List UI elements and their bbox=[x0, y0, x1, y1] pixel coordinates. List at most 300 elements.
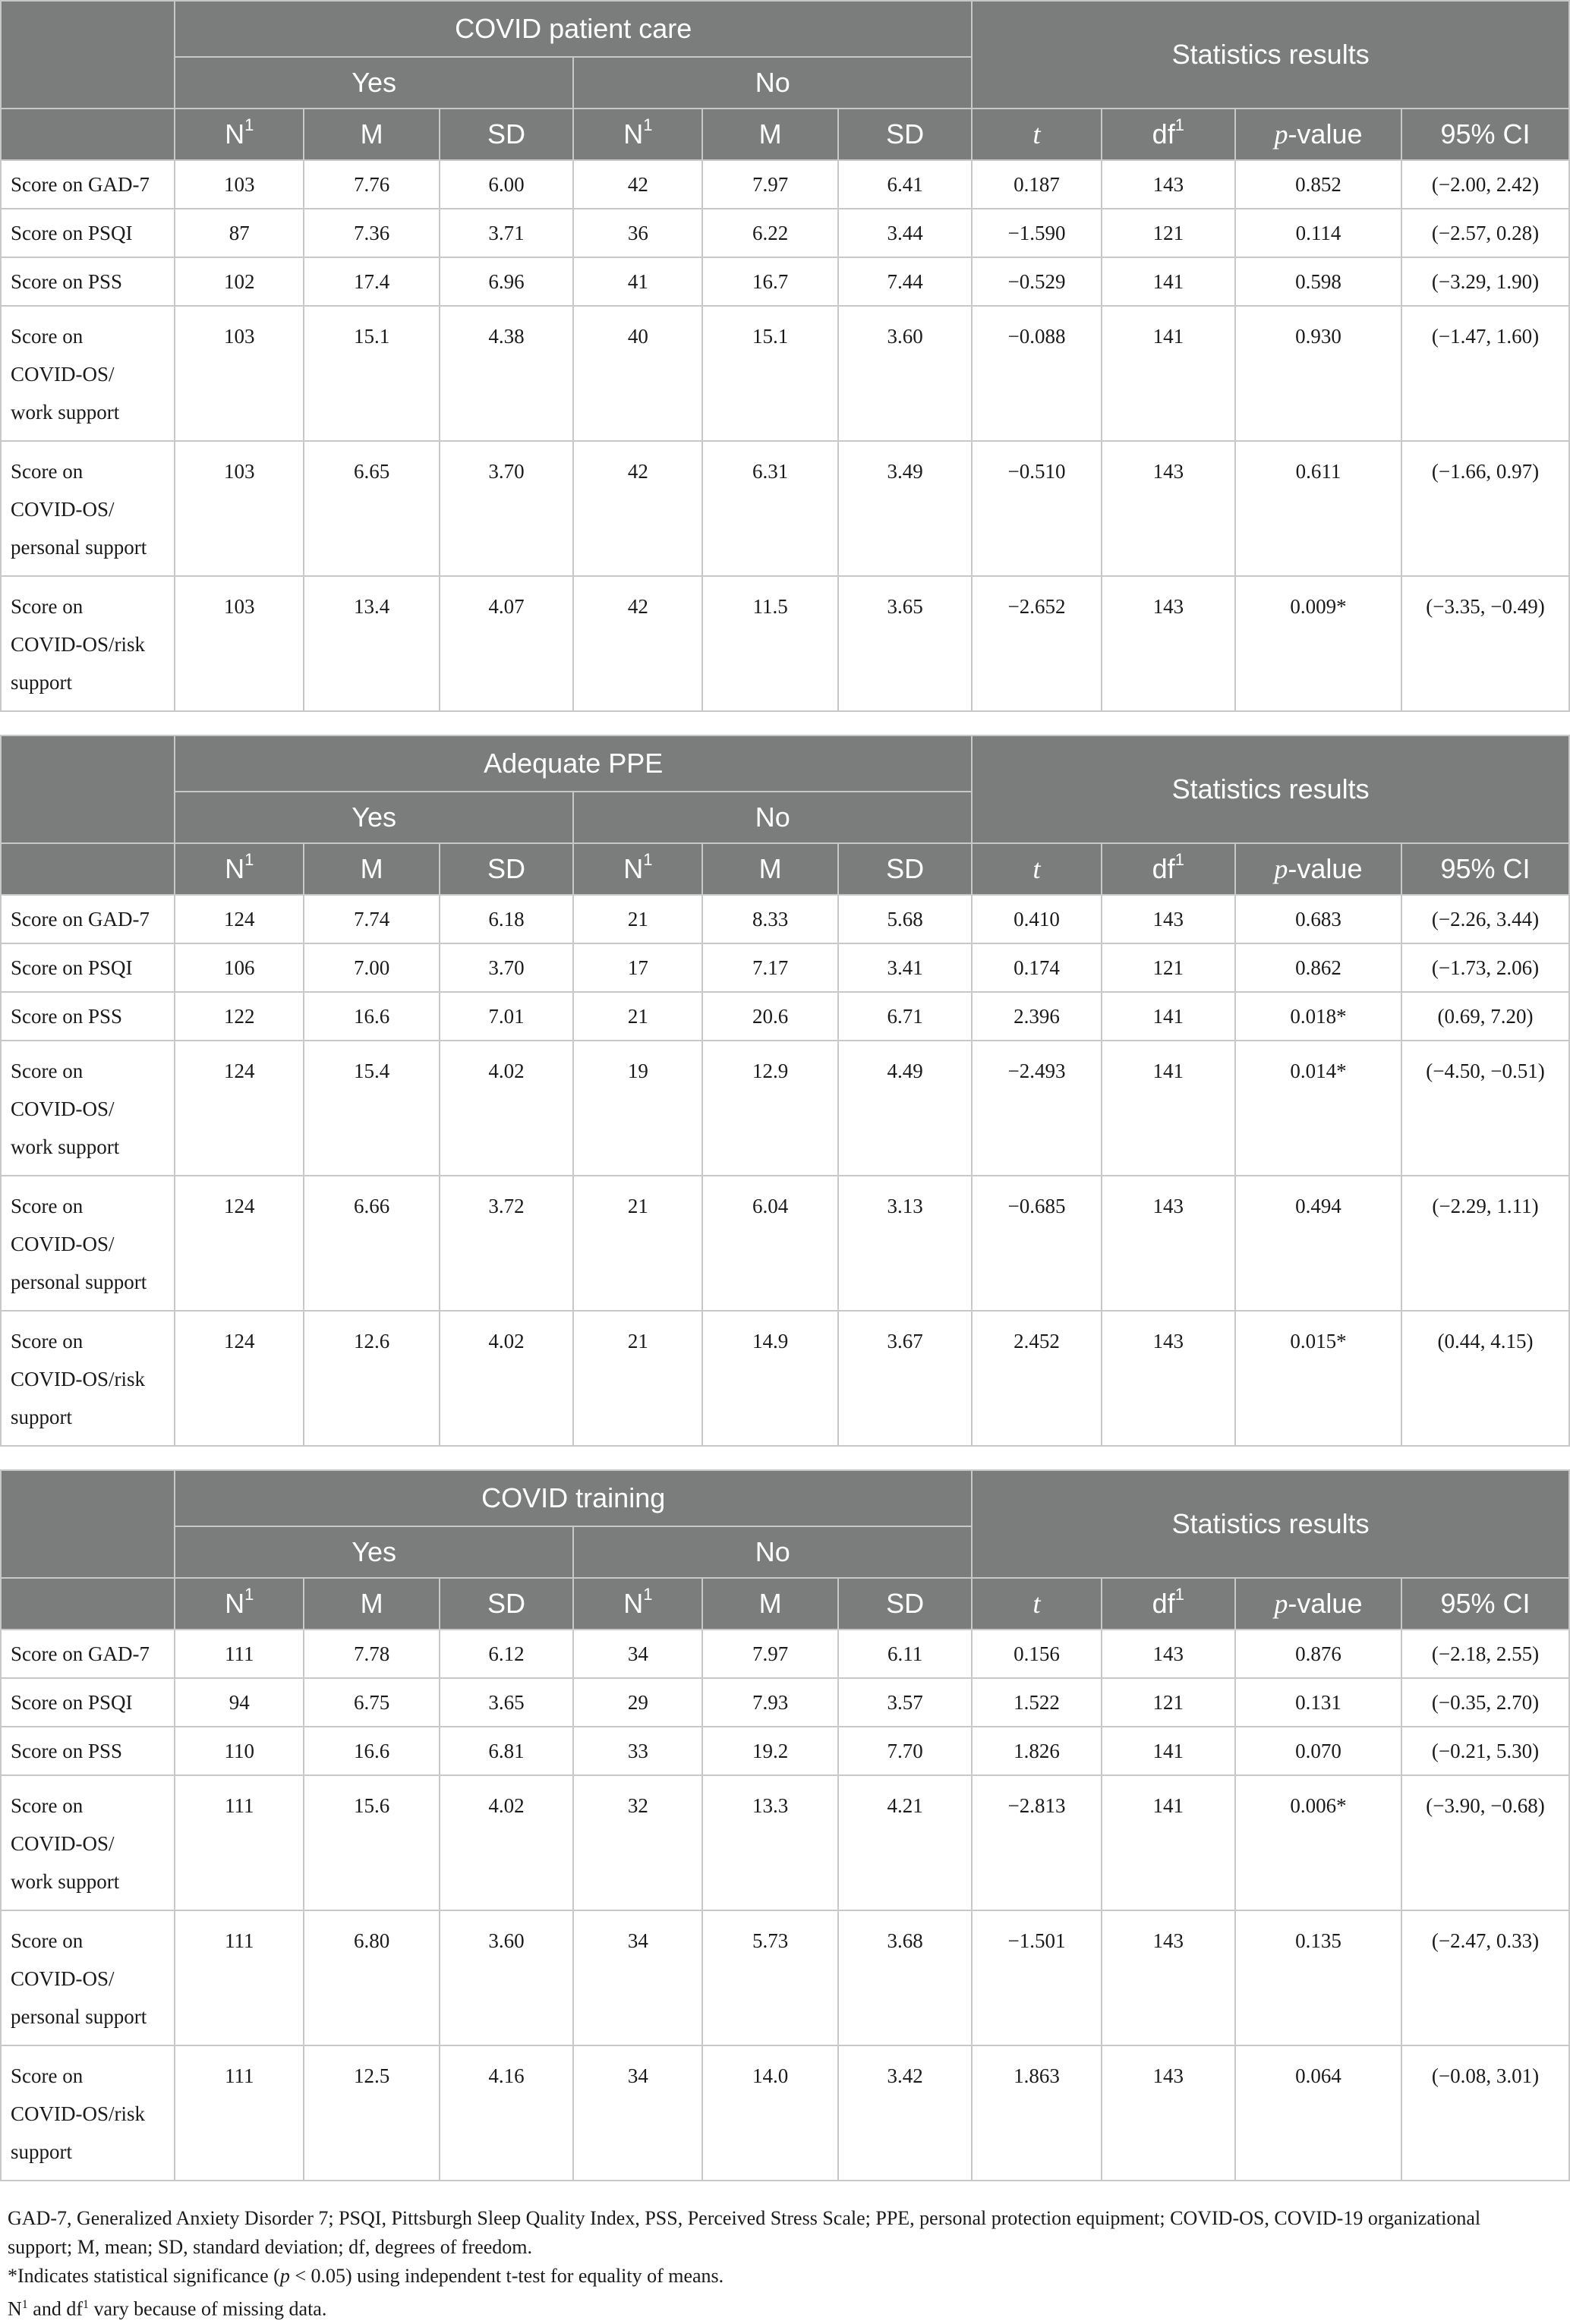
cell-ci: (−0.21, 5.30) bbox=[1401, 1727, 1569, 1775]
cell-no-m: 7.97 bbox=[702, 1630, 837, 1678]
group-title: COVID training bbox=[175, 1470, 972, 1526]
row-label-line: Score on PSS bbox=[11, 1740, 123, 1762]
header-blank bbox=[1, 735, 175, 843]
cell-df: 143 bbox=[1102, 1630, 1235, 1678]
superscript: 1 bbox=[643, 115, 653, 134]
cell-yes-m: 13.4 bbox=[304, 576, 439, 711]
col-header-sd bbox=[440, 1578, 573, 1630]
cell-t: 0.187 bbox=[972, 160, 1101, 209]
cell-no-n: 36 bbox=[573, 209, 702, 257]
col-header-n bbox=[573, 109, 702, 160]
superscript: 1 bbox=[643, 1585, 653, 1604]
cell-t: −1.501 bbox=[972, 1910, 1101, 2045]
cell-no-n: 17 bbox=[573, 943, 702, 992]
row-label-line: Score on bbox=[11, 2064, 84, 2087]
cell-no-sd: 7.70 bbox=[838, 1727, 972, 1775]
cell-p: 0.006* bbox=[1235, 1775, 1401, 1910]
cell-t: −2.652 bbox=[972, 576, 1101, 711]
row-label bbox=[1, 441, 175, 576]
col-header-sd bbox=[838, 843, 972, 895]
row-label-line: Score on PSS bbox=[11, 1005, 123, 1028]
col-header-text: SD bbox=[487, 853, 525, 884]
footnote-text: GAD-7, Generalized Anxiety Disorder 7; PSQI, Pittsburgh Sleep Quality Index, PSS, Perceived Stress Scale; PPE, personal protection equipment; COVID-OS, COVID-19 organizational bbox=[8, 2207, 1481, 2229]
header-blank bbox=[1, 1470, 175, 1578]
cell-yes-m: 12.6 bbox=[304, 1311, 439, 1446]
cell-no-n: 42 bbox=[573, 576, 702, 711]
col-header-text: N bbox=[623, 118, 644, 150]
cell-df: 121 bbox=[1102, 943, 1235, 992]
row-label-line: Score on bbox=[11, 460, 84, 483]
cell-yes-n: 124 bbox=[175, 895, 304, 943]
cell-df: 143 bbox=[1102, 2045, 1235, 2181]
cell-yes-n: 124 bbox=[175, 1041, 304, 1176]
col-header-text: -value bbox=[1288, 853, 1363, 884]
cell-yes-n: 111 bbox=[175, 2045, 304, 2181]
col-header-m bbox=[702, 109, 837, 160]
no-header: No bbox=[573, 1526, 972, 1578]
cell-ci: (−2.47, 0.33) bbox=[1401, 1910, 1569, 2045]
cell-yes-n: 103 bbox=[175, 160, 304, 209]
cell-df: 141 bbox=[1102, 1775, 1235, 1910]
row-label-line: COVID-OS/ bbox=[11, 1233, 115, 1255]
cell-t: 0.410 bbox=[972, 895, 1101, 943]
superscript: 1 bbox=[1174, 1585, 1184, 1604]
cell-df: 141 bbox=[1102, 1727, 1235, 1775]
col-header-text: p bbox=[1274, 854, 1288, 884]
cell-df: 143 bbox=[1102, 1176, 1235, 1311]
cell-yes-m: 6.65 bbox=[304, 441, 439, 576]
row-label bbox=[1, 1311, 175, 1446]
row-label-line: COVID-OS/ bbox=[11, 1097, 115, 1120]
table-row bbox=[1, 1775, 1569, 1910]
row-label-line: Score on GAD-7 bbox=[11, 908, 150, 931]
cell-t: 1.826 bbox=[972, 1727, 1101, 1775]
col-header-ci: 95% CI bbox=[1401, 1578, 1569, 1630]
cell-ci: (−2.26, 3.44) bbox=[1401, 895, 1569, 943]
cell-p: 0.598 bbox=[1235, 257, 1401, 306]
row-label-line: Score on bbox=[11, 1794, 84, 1817]
col-header-text: N bbox=[623, 1588, 644, 1619]
col-header-text: M bbox=[360, 853, 383, 884]
cell-ci: (−2.18, 2.55) bbox=[1401, 1630, 1569, 1678]
cell-yes-sd: 3.70 bbox=[440, 943, 573, 992]
table-row bbox=[1, 257, 1569, 306]
table-row bbox=[1, 1910, 1569, 2045]
cell-p: 0.135 bbox=[1235, 1910, 1401, 2045]
cell-no-sd: 4.21 bbox=[838, 1775, 972, 1910]
cell-df: 141 bbox=[1102, 1041, 1235, 1176]
cell-yes-sd: 4.07 bbox=[440, 576, 573, 711]
cell-no-n: 29 bbox=[573, 1678, 702, 1727]
cell-no-n: 42 bbox=[573, 441, 702, 576]
table-row bbox=[1, 1311, 1569, 1446]
row-label-line: work support bbox=[11, 401, 120, 424]
table-row bbox=[1, 306, 1569, 441]
cell-p: 0.009* bbox=[1235, 576, 1401, 711]
cell-p: 0.611 bbox=[1235, 441, 1401, 576]
superscript: 1 bbox=[82, 2298, 89, 2311]
col-header-t bbox=[972, 843, 1101, 895]
cell-yes-m: 7.78 bbox=[304, 1630, 439, 1678]
row-label bbox=[1, 1910, 175, 2045]
table-row bbox=[1, 441, 1569, 576]
cell-df: 141 bbox=[1102, 257, 1235, 306]
header-blank bbox=[1, 843, 175, 895]
cell-ci: (0.44, 4.15) bbox=[1401, 1311, 1569, 1446]
cell-t: −0.685 bbox=[972, 1176, 1101, 1311]
row-label-line: Score on bbox=[11, 595, 84, 618]
col-header-n bbox=[175, 1578, 304, 1630]
cell-p: 0.930 bbox=[1235, 306, 1401, 441]
cell-no-n: 21 bbox=[573, 895, 702, 943]
cell-no-m: 7.97 bbox=[702, 160, 837, 209]
cell-yes-sd: 7.01 bbox=[440, 992, 573, 1041]
cell-yes-n: 87 bbox=[175, 209, 304, 257]
col-header-text: SD bbox=[886, 853, 925, 884]
cell-df: 143 bbox=[1102, 441, 1235, 576]
yes-header: Yes bbox=[175, 57, 573, 109]
row-label-line: Score on bbox=[11, 1195, 84, 1217]
cell-t: −2.813 bbox=[972, 1775, 1101, 1910]
stats-table bbox=[0, 1469, 1570, 2181]
table-row bbox=[1, 160, 1569, 209]
cell-no-sd: 6.71 bbox=[838, 992, 972, 1041]
col-header-n bbox=[573, 843, 702, 895]
cell-no-m: 16.7 bbox=[702, 257, 837, 306]
row-label-line: Score on bbox=[11, 1330, 84, 1353]
cell-ci: (−1.47, 1.60) bbox=[1401, 306, 1569, 441]
cell-t: 0.174 bbox=[972, 943, 1101, 992]
superscript: 1 bbox=[244, 115, 254, 134]
col-header-text: SD bbox=[487, 1588, 525, 1619]
row-label bbox=[1, 1041, 175, 1176]
cell-yes-n: 111 bbox=[175, 1910, 304, 2045]
cell-ci: (−0.08, 3.01) bbox=[1401, 2045, 1569, 2181]
col-header-n bbox=[175, 109, 304, 160]
cell-p: 0.494 bbox=[1235, 1176, 1401, 1311]
col-header-text: t bbox=[1032, 119, 1041, 150]
footnote-text: p bbox=[279, 2265, 290, 2287]
cell-no-m: 8.33 bbox=[702, 895, 837, 943]
col-header-sd bbox=[440, 843, 573, 895]
cell-t: −1.590 bbox=[972, 209, 1101, 257]
cell-no-m: 12.9 bbox=[702, 1041, 837, 1176]
table-footnotes bbox=[0, 2204, 1570, 2324]
cell-no-sd: 5.68 bbox=[838, 895, 972, 943]
cell-p: 0.862 bbox=[1235, 943, 1401, 992]
col-header-m bbox=[702, 843, 837, 895]
cell-p: 0.014* bbox=[1235, 1041, 1401, 1176]
header-blank bbox=[1, 109, 175, 160]
col-header-text: df bbox=[1152, 1588, 1175, 1619]
row-label-line: personal support bbox=[11, 2005, 147, 2028]
superscript: 1 bbox=[643, 850, 653, 869]
col-header-text: M bbox=[360, 118, 383, 150]
cell-yes-sd: 4.02 bbox=[440, 1311, 573, 1446]
footnote-abbreviations-cont bbox=[8, 2233, 1562, 2262]
col-header-text: N bbox=[623, 853, 644, 884]
row-label-line: COVID-OS/ bbox=[11, 363, 115, 386]
cell-p: 0.131 bbox=[1235, 1678, 1401, 1727]
row-label-line: personal support bbox=[11, 1271, 147, 1293]
group-title: COVID patient care bbox=[175, 1, 972, 57]
footnote-abbreviations bbox=[8, 2204, 1562, 2233]
row-label-line: work support bbox=[11, 1135, 120, 1158]
cell-ci: (0.69, 7.20) bbox=[1401, 992, 1569, 1041]
cell-yes-m: 7.74 bbox=[304, 895, 439, 943]
cell-no-sd: 3.68 bbox=[838, 1910, 972, 2045]
superscript: 1 bbox=[21, 2298, 28, 2311]
cell-no-n: 33 bbox=[573, 1727, 702, 1775]
cell-no-n: 19 bbox=[573, 1041, 702, 1176]
row-label-line: Score on PSQI bbox=[11, 1691, 133, 1714]
cell-p: 0.018* bbox=[1235, 992, 1401, 1041]
row-label bbox=[1, 895, 175, 943]
row-label-line: support bbox=[11, 671, 72, 694]
col-header-n bbox=[175, 843, 304, 895]
stats-header: Statistics results bbox=[972, 735, 1569, 843]
cell-yes-m: 7.00 bbox=[304, 943, 439, 992]
col-header-ci: 95% CI bbox=[1401, 109, 1569, 160]
cell-df: 141 bbox=[1102, 306, 1235, 441]
yes-header: Yes bbox=[175, 1526, 573, 1578]
cell-no-sd: 6.11 bbox=[838, 1630, 972, 1678]
row-label bbox=[1, 1630, 175, 1678]
cell-no-sd: 3.57 bbox=[838, 1678, 972, 1727]
col-header-m bbox=[304, 109, 439, 160]
footnote-text: and df bbox=[27, 2297, 83, 2320]
cell-no-sd: 4.49 bbox=[838, 1041, 972, 1176]
row-label-line: COVID-OS/ bbox=[11, 498, 115, 521]
stats-header: Statistics results bbox=[972, 1, 1569, 109]
row-label-line: COVID-OS/risk bbox=[11, 633, 146, 656]
row-label-line: personal support bbox=[11, 536, 147, 559]
cell-t: 2.396 bbox=[972, 992, 1101, 1041]
col-header-text: M bbox=[758, 1588, 782, 1619]
row-label bbox=[1, 257, 175, 306]
col-header-text: SD bbox=[487, 118, 525, 150]
cell-yes-m: 6.80 bbox=[304, 1910, 439, 2045]
cell-t: −0.088 bbox=[972, 306, 1101, 441]
stats-header: Statistics results bbox=[972, 1470, 1569, 1578]
cell-no-n: 21 bbox=[573, 1176, 702, 1311]
cell-ci: (−1.66, 0.97) bbox=[1401, 441, 1569, 576]
cell-df: 143 bbox=[1102, 1311, 1235, 1446]
superscript: 1 bbox=[244, 850, 254, 869]
cell-no-n: 34 bbox=[573, 1910, 702, 2045]
no-header: No bbox=[573, 57, 972, 109]
cell-no-m: 6.04 bbox=[702, 1176, 837, 1311]
cell-no-m: 6.31 bbox=[702, 441, 837, 576]
cell-no-sd: 3.67 bbox=[838, 1311, 972, 1446]
col-header-sd bbox=[838, 1578, 972, 1630]
cell-yes-n: 124 bbox=[175, 1311, 304, 1446]
col-header-text: N bbox=[225, 853, 245, 884]
col-header-text: df bbox=[1152, 853, 1175, 884]
cell-yes-n: 103 bbox=[175, 576, 304, 711]
cell-p: 0.876 bbox=[1235, 1630, 1401, 1678]
table-row bbox=[1, 895, 1569, 943]
cell-yes-m: 15.4 bbox=[304, 1041, 439, 1176]
col-header-t bbox=[972, 109, 1101, 160]
cell-yes-sd: 6.00 bbox=[440, 160, 573, 209]
col-header-text: M bbox=[758, 118, 782, 150]
cell-p: 0.852 bbox=[1235, 160, 1401, 209]
cell-no-n: 41 bbox=[573, 257, 702, 306]
cell-t: −2.493 bbox=[972, 1041, 1101, 1176]
row-label bbox=[1, 992, 175, 1041]
cell-yes-sd: 3.65 bbox=[440, 1678, 573, 1727]
yes-header: Yes bbox=[175, 792, 573, 843]
cell-yes-n: 111 bbox=[175, 1630, 304, 1678]
row-label-line: Score on bbox=[11, 1060, 84, 1082]
row-label bbox=[1, 1727, 175, 1775]
cell-no-m: 7.93 bbox=[702, 1678, 837, 1727]
cell-yes-sd: 6.81 bbox=[440, 1727, 573, 1775]
cell-yes-n: 110 bbox=[175, 1727, 304, 1775]
cell-no-sd: 3.41 bbox=[838, 943, 972, 992]
footnote-text: < 0.05) using independent t-test for equality of means. bbox=[289, 2265, 724, 2287]
col-header-pvalue bbox=[1235, 843, 1401, 895]
col-header-text: SD bbox=[886, 118, 925, 150]
row-label-line: COVID-OS/ bbox=[11, 1967, 115, 1990]
footnote-text: N bbox=[8, 2297, 22, 2320]
cell-yes-m: 15.1 bbox=[304, 306, 439, 441]
cell-no-n: 21 bbox=[573, 1311, 702, 1446]
cell-yes-sd: 6.96 bbox=[440, 257, 573, 306]
cell-no-m: 11.5 bbox=[702, 576, 837, 711]
col-header-text: M bbox=[360, 1588, 383, 1619]
cell-no-n: 34 bbox=[573, 1630, 702, 1678]
col-header-text: N bbox=[225, 1588, 245, 1619]
cell-ci: (−3.90, −0.68) bbox=[1401, 1775, 1569, 1910]
header-blank bbox=[1, 1578, 175, 1630]
cell-no-n: 21 bbox=[573, 992, 702, 1041]
col-header-text: -value bbox=[1288, 1588, 1363, 1619]
cell-yes-m: 12.5 bbox=[304, 2045, 439, 2181]
cell-df: 141 bbox=[1102, 992, 1235, 1041]
cell-no-n: 40 bbox=[573, 306, 702, 441]
row-label bbox=[1, 1678, 175, 1727]
cell-no-sd: 3.44 bbox=[838, 209, 972, 257]
footnote-significance bbox=[8, 2262, 1562, 2291]
col-header-text: t bbox=[1032, 1589, 1041, 1619]
footnote-text: vary because of missing data. bbox=[88, 2297, 327, 2320]
cell-ci: (−4.50, −0.51) bbox=[1401, 1041, 1569, 1176]
cell-yes-m: 17.4 bbox=[304, 257, 439, 306]
cell-no-n: 34 bbox=[573, 2045, 702, 2181]
cell-yes-n: 122 bbox=[175, 992, 304, 1041]
cell-no-m: 19.2 bbox=[702, 1727, 837, 1775]
superscript: 1 bbox=[1174, 850, 1184, 869]
cell-yes-m: 7.36 bbox=[304, 209, 439, 257]
row-label bbox=[1, 209, 175, 257]
row-label-line: Score on GAD-7 bbox=[11, 1642, 150, 1665]
cell-no-m: 15.1 bbox=[702, 306, 837, 441]
cell-yes-sd: 3.70 bbox=[440, 441, 573, 576]
cell-p: 0.683 bbox=[1235, 895, 1401, 943]
cell-ci: (−2.57, 0.28) bbox=[1401, 209, 1569, 257]
row-label-line: COVID-OS/risk bbox=[11, 2102, 146, 2125]
col-header-m bbox=[304, 1578, 439, 1630]
cell-ci: (−2.29, 1.11) bbox=[1401, 1176, 1569, 1311]
cell-ci: (−3.29, 1.90) bbox=[1401, 257, 1569, 306]
row-label-line: work support bbox=[11, 1870, 120, 1893]
cell-yes-m: 16.6 bbox=[304, 992, 439, 1041]
table-row bbox=[1, 209, 1569, 257]
col-header-text: N bbox=[225, 118, 245, 150]
row-label-line: Score on PSQI bbox=[11, 222, 133, 244]
row-label-line: Score on PSS bbox=[11, 270, 123, 293]
cell-no-sd: 3.65 bbox=[838, 576, 972, 711]
cell-yes-m: 7.76 bbox=[304, 160, 439, 209]
cell-no-sd: 3.13 bbox=[838, 1176, 972, 1311]
cell-no-m: 7.17 bbox=[702, 943, 837, 992]
table-row bbox=[1, 576, 1569, 711]
col-header-m bbox=[304, 843, 439, 895]
cell-t: 1.863 bbox=[972, 2045, 1101, 2181]
col-header-df bbox=[1102, 109, 1235, 160]
cell-df: 143 bbox=[1102, 1910, 1235, 2045]
cell-yes-sd: 4.02 bbox=[440, 1775, 573, 1910]
col-header-text: t bbox=[1032, 854, 1041, 884]
table-row bbox=[1, 1041, 1569, 1176]
table-row bbox=[1, 1176, 1569, 1311]
footnote-text: *Indicates statistical significance ( bbox=[8, 2265, 280, 2287]
col-header-sd bbox=[838, 109, 972, 160]
footnote-text: support; M, mean; SD, standard deviation; df, degrees of freedom. bbox=[8, 2236, 532, 2258]
row-label bbox=[1, 160, 175, 209]
stats-table bbox=[0, 0, 1570, 712]
cell-no-m: 14.9 bbox=[702, 1311, 837, 1446]
cell-p: 0.070 bbox=[1235, 1727, 1401, 1775]
cell-no-m: 14.0 bbox=[702, 2045, 837, 2181]
col-header-df bbox=[1102, 1578, 1235, 1630]
cell-t: 2.452 bbox=[972, 1311, 1101, 1446]
cell-t: 0.156 bbox=[972, 1630, 1101, 1678]
cell-yes-n: 94 bbox=[175, 1678, 304, 1727]
cell-no-n: 32 bbox=[573, 1775, 702, 1910]
row-label-line: Score on GAD-7 bbox=[11, 173, 150, 196]
cell-yes-m: 15.6 bbox=[304, 1775, 439, 1910]
group-title: Adequate PPE bbox=[175, 735, 972, 792]
table-row bbox=[1, 943, 1569, 992]
table-row bbox=[1, 1630, 1569, 1678]
col-header-text: -value bbox=[1288, 118, 1363, 150]
cell-ci: (−1.73, 2.06) bbox=[1401, 943, 1569, 992]
cell-no-m: 13.3 bbox=[702, 1775, 837, 1910]
cell-t: 1.522 bbox=[972, 1678, 1101, 1727]
col-header-n bbox=[573, 1578, 702, 1630]
row-label-line: Score on bbox=[11, 1929, 84, 1952]
cell-no-m: 20.6 bbox=[702, 992, 837, 1041]
col-header-text: M bbox=[758, 853, 782, 884]
row-label bbox=[1, 1775, 175, 1910]
cell-no-m: 6.22 bbox=[702, 209, 837, 257]
cell-ci: (−0.35, 2.70) bbox=[1401, 1678, 1569, 1727]
col-header-pvalue bbox=[1235, 109, 1401, 160]
row-label-line: support bbox=[11, 2140, 72, 2163]
row-label bbox=[1, 2045, 175, 2181]
footnote-missing-data bbox=[8, 2291, 1562, 2324]
col-header-df bbox=[1102, 843, 1235, 895]
col-header-t bbox=[972, 1578, 1101, 1630]
col-header-m bbox=[702, 1578, 837, 1630]
row-label-line: support bbox=[11, 1406, 72, 1428]
cell-ci: (−3.35, −0.49) bbox=[1401, 576, 1569, 711]
cell-yes-n: 111 bbox=[175, 1775, 304, 1910]
cell-df: 143 bbox=[1102, 576, 1235, 711]
